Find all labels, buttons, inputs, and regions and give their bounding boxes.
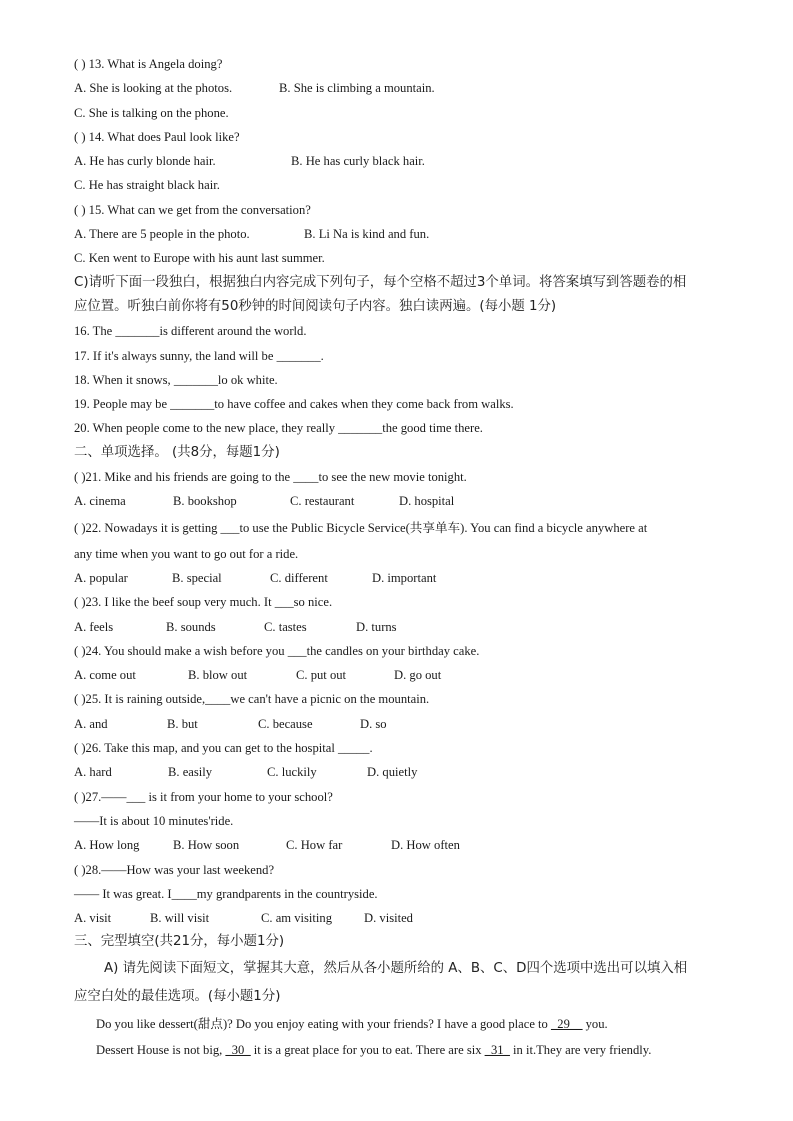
option-28-a[interactable]: A. visit bbox=[74, 911, 112, 926]
option-26-d[interactable]: D. quietly bbox=[367, 765, 418, 780]
passage-1-text: Do you like dessert(甜点)? Do you enjoy eating with your friends? I have a good place to bbox=[96, 1016, 551, 1031]
question-28-options-row bbox=[74, 906, 724, 930]
option-13-b[interactable]: B. She is climbing a mountain. bbox=[279, 81, 435, 96]
option-14-c[interactable]: C. He has straight black hair. bbox=[74, 178, 220, 193]
option-13-a[interactable]: A. She is looking at the photos. bbox=[74, 81, 233, 96]
question-25-stem: ( )25. It is raining outside,____we can't have a picnic on the mountain. bbox=[74, 692, 430, 707]
question-14-stem: ( ) 14. What does Paul look like? bbox=[74, 129, 240, 144]
sentence-20: 20. When people come to the new place, they really _______the good time there. bbox=[74, 421, 483, 436]
question-27-options-row bbox=[74, 833, 724, 857]
option-21-a[interactable]: A. cinema bbox=[74, 494, 126, 509]
sentence-19: 19. People may be _______to have coffee and cakes when they come back from walks. bbox=[74, 397, 514, 412]
option-23-d[interactable]: D. turns bbox=[356, 619, 397, 634]
question-14-options-row bbox=[74, 149, 724, 173]
option-23-c[interactable]: C. tastes bbox=[264, 619, 307, 634]
option-21-c[interactable]: C. restaurant bbox=[290, 494, 355, 509]
question-25-options-row bbox=[74, 712, 724, 736]
passage-2-text-b: it is a great place for you to eat. There are six bbox=[250, 1042, 485, 1057]
blank-31[interactable]: _31_ bbox=[484, 1042, 510, 1057]
option-15-b[interactable]: B. Li Na is kind and fun. bbox=[304, 227, 430, 242]
option-21-b[interactable]: B. bookshop bbox=[173, 494, 237, 509]
question-22-options-row bbox=[74, 566, 724, 590]
sentence-16: 16. The _______is different around the world. bbox=[74, 324, 307, 339]
option-26-b[interactable]: B. easily bbox=[168, 765, 213, 780]
section-3-instruction-line2: 应空白处的最佳选项。(每小题1分) bbox=[74, 988, 281, 1004]
question-13-stem: ( ) 13. What is Angela doing? bbox=[74, 57, 223, 71]
passage-2-text-a: Dessert House is not big, bbox=[96, 1042, 226, 1057]
option-24-c[interactable]: C. put out bbox=[296, 668, 347, 683]
option-25-c[interactable]: C. because bbox=[258, 716, 313, 731]
option-24-a[interactable]: A. come out bbox=[74, 668, 136, 683]
option-25-b[interactable]: B. but bbox=[167, 716, 198, 731]
option-22-b[interactable]: B. special bbox=[172, 570, 222, 585]
question-23-options-row bbox=[74, 615, 724, 639]
option-25-a[interactable]: A. and bbox=[74, 716, 108, 731]
question-23-stem: ( )23. I like the beef soup very much. It ___so nice. bbox=[74, 595, 333, 610]
passage-2-text-c: in it.They are very friendly. bbox=[509, 1042, 652, 1057]
question-26-stem: ( )26. Take this map, and you can get to the hospital _____. bbox=[74, 741, 373, 756]
section-c-instruction-line2: 应位置。听独白前你将有50秒钟的时间阅读句子内容。独白读两遍。(每小题 1分) bbox=[74, 298, 557, 314]
option-26-a[interactable]: A. hard bbox=[74, 765, 112, 780]
option-26-c[interactable]: C. luckily bbox=[267, 765, 317, 780]
option-27-d[interactable]: D. How often bbox=[391, 838, 460, 853]
option-24-d[interactable]: D. go out bbox=[394, 668, 442, 683]
question-15-stem: ( ) 15. What can we get from the conversation? bbox=[74, 202, 311, 217]
passage-1-text-end: you. bbox=[582, 1016, 608, 1031]
blank-29[interactable]: _29__ bbox=[551, 1016, 583, 1031]
question-22-stem-line2: any time when you want to go out for a ride. bbox=[74, 546, 299, 561]
option-23-a[interactable]: A. feels bbox=[74, 619, 114, 634]
exam-page bbox=[74, 52, 724, 1063]
option-23-b[interactable]: B. sounds bbox=[166, 619, 216, 634]
question-24-options-row bbox=[74, 663, 724, 687]
option-25-d[interactable]: D. so bbox=[360, 716, 387, 731]
section-3-heading: 三、完型填空(共21分，每小题1分) bbox=[74, 934, 285, 950]
option-28-c[interactable]: C. am visiting bbox=[261, 911, 333, 926]
section-c-instruction-line1: C)请听下面一段独白，根据独白内容完成下列句子，每个空格不超过3个单词。将答案填写到答题卷的相 bbox=[74, 274, 687, 290]
question-21-options-row bbox=[74, 489, 724, 513]
option-15-a[interactable]: A. There are 5 people in the photo. bbox=[74, 227, 250, 242]
option-28-b[interactable]: B. will visit bbox=[150, 911, 210, 926]
blank-30[interactable]: _30_ bbox=[225, 1042, 251, 1057]
question-27-stem-line2: ——It is about 10 minutes'ride. bbox=[74, 813, 234, 828]
question-26-options-row bbox=[74, 760, 724, 784]
option-22-a[interactable]: A. popular bbox=[74, 570, 128, 585]
option-15-c[interactable]: C. Ken went to Europe with his aunt last summer. bbox=[74, 251, 325, 266]
passage-paragraph-2 bbox=[74, 1037, 724, 1063]
option-28-d[interactable]: D. visited bbox=[364, 911, 413, 926]
sentence-18: 18. When it snows, _______lo ok white. bbox=[74, 372, 278, 387]
option-14-a[interactable]: A. He has curly blonde hair. bbox=[74, 154, 216, 169]
question-13-options-row bbox=[74, 76, 724, 100]
option-27-b[interactable]: B. How soon bbox=[173, 838, 240, 853]
question-24-stem: ( )24. You should make a wish before you ___the candles on your birthday cake. bbox=[74, 643, 480, 658]
sentence-17: 17. If it's always sunny, the land will be _______. bbox=[74, 348, 324, 363]
option-21-d[interactable]: D. hospital bbox=[399, 494, 455, 509]
question-15-options-row bbox=[74, 222, 724, 246]
question-28-stem-line2: —— It was great. I____my grandparents in the countryside. bbox=[74, 886, 378, 901]
question-21-stem: ( )21. Mike and his friends are going to the ____to see the new movie tonight. bbox=[74, 470, 467, 485]
option-22-c[interactable]: C. different bbox=[270, 570, 328, 585]
option-27-c[interactable]: C. How far bbox=[286, 838, 343, 853]
question-27-stem-line1: ( )27.——___ is it from your home to your school? bbox=[74, 789, 333, 804]
question-22-stem-line1: ( )22. Nowadays it is getting ___to use the Public Bicycle Service(共享单车). You can find a bicycle anywhere at bbox=[74, 520, 648, 535]
section-2-heading: 二、单项选择。 (共8分，每题1分) bbox=[74, 444, 280, 460]
option-14-b[interactable]: B. He has curly black hair. bbox=[291, 154, 425, 169]
question-28-stem-line1: ( )28.——How was your last weekend? bbox=[74, 862, 275, 877]
option-13-c[interactable]: C. She is talking on the phone. bbox=[74, 105, 229, 120]
section-3-instruction-line1: A) 请先阅读下面短文，掌握其大意，然后从各小题所给的 A、B、C、D四个选项中选出可以填入相 bbox=[104, 960, 688, 976]
option-22-d[interactable]: D. important bbox=[372, 570, 437, 585]
passage-paragraph-1 bbox=[74, 1011, 724, 1037]
option-27-a[interactable]: A. How long bbox=[74, 838, 140, 853]
option-24-b[interactable]: B. blow out bbox=[188, 668, 248, 683]
